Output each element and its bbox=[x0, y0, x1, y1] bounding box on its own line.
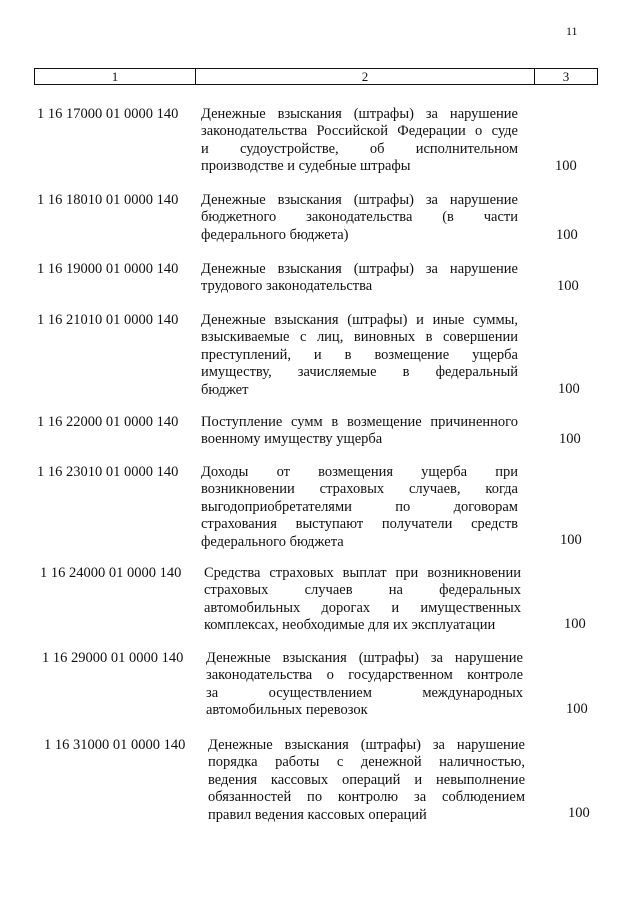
description-line: автомобильных перевозок bbox=[206, 702, 368, 719]
description-line: обязанностей по контролю за соблюдением bbox=[208, 789, 525, 806]
description-line: Денежные взыскания (штрафы) за нарушение bbox=[201, 261, 518, 277]
row-description bbox=[208, 737, 525, 824]
description-line: Доходы от возмещения ущерба при bbox=[201, 464, 518, 480]
description-line: бюджет bbox=[201, 381, 249, 398]
description-line: законодательства о государственном контроле bbox=[206, 667, 523, 684]
description-line: преступлений, и в возмещение ущерба bbox=[201, 346, 518, 363]
page-number: 11 bbox=[566, 24, 578, 38]
row-description bbox=[201, 464, 518, 551]
description-line: взыскиваемые с лиц, виновных в совершении bbox=[201, 329, 518, 346]
description-line: страхования выступают получатели средств bbox=[201, 516, 518, 533]
budget-code: 1 16 24000 01 0000 140 bbox=[40, 565, 182, 581]
description-line: за осуществлением международных bbox=[206, 684, 523, 701]
description-line: Средства страховых выплат при возникновении bbox=[204, 565, 521, 581]
description-line: Денежные взыскания (штрафы) за нарушение bbox=[201, 192, 518, 208]
row-description bbox=[206, 650, 523, 720]
row-description bbox=[201, 106, 518, 176]
percent-value: 100 bbox=[557, 278, 579, 294]
description-line: федерального бюджета bbox=[201, 533, 344, 550]
description-line: выгодоприобретателями по договорам bbox=[201, 498, 518, 515]
percent-value: 100 bbox=[560, 532, 582, 548]
budget-code: 1 16 21010 01 0000 140 bbox=[37, 312, 179, 328]
percent-value: 100 bbox=[556, 227, 578, 243]
description-line: правил ведения кассовых операций bbox=[208, 806, 427, 823]
description-line: ведения кассовых операций и невыполнение bbox=[208, 771, 525, 788]
description-line: страховых случаев на федеральных bbox=[204, 582, 521, 599]
description-line: Денежные взыскания (штрафы) за нарушение bbox=[206, 650, 523, 666]
percent-value: 100 bbox=[558, 381, 580, 397]
description-line: Денежные взыскания (штрафы) за нарушение bbox=[208, 737, 525, 753]
percent-value: 100 bbox=[566, 701, 588, 717]
description-line: бюджетного законодательства (в части bbox=[201, 209, 518, 226]
description-line: федерального бюджета) bbox=[201, 226, 349, 243]
budget-code: 1 16 17000 01 0000 140 bbox=[37, 106, 179, 122]
header-col-3: 3 bbox=[562, 69, 570, 84]
description-line: Поступление сумм в возмещение причиненного bbox=[201, 414, 518, 430]
row-description bbox=[201, 414, 518, 449]
description-line: имуществу, зачисляемые в федеральный bbox=[201, 364, 518, 381]
description-line: возникновении страховых случаев, когда bbox=[201, 481, 518, 498]
row-description bbox=[204, 565, 521, 635]
description-line: производстве и судебные штрафы bbox=[201, 158, 411, 175]
budget-code: 1 16 19000 01 0000 140 bbox=[37, 261, 179, 277]
row-description bbox=[201, 261, 518, 296]
header-col-1: 1 bbox=[35, 69, 196, 84]
header-col-2: 2 bbox=[196, 69, 535, 84]
description-line: комплексах, необходимые для их эксплуатации bbox=[204, 617, 496, 634]
row-description bbox=[201, 312, 518, 399]
description-line: и судоустройстве, об исполнительном bbox=[201, 140, 518, 157]
budget-code: 1 16 23010 01 0000 140 bbox=[37, 464, 179, 480]
description-line: Денежные взыскания (штрафы) и иные суммы, bbox=[201, 312, 518, 328]
description-line: Денежные взыскания (штрафы) за нарушение bbox=[201, 106, 518, 122]
table-header bbox=[34, 68, 598, 85]
row-description bbox=[201, 192, 518, 244]
percent-value: 100 bbox=[568, 805, 590, 821]
percent-value: 100 bbox=[555, 158, 577, 174]
description-line: автомобильных дорогах и имущественных bbox=[204, 599, 521, 616]
budget-code: 1 16 22000 01 0000 140 bbox=[37, 414, 179, 430]
description-line: порядка работы с денежной наличностью, bbox=[208, 754, 525, 771]
description-line: трудового законодательства bbox=[201, 278, 373, 295]
percent-value: 100 bbox=[564, 616, 586, 632]
budget-code: 1 16 18010 01 0000 140 bbox=[37, 192, 179, 208]
description-line: законодательства Российской Федерации о суде bbox=[201, 123, 518, 140]
budget-code: 1 16 31000 01 0000 140 bbox=[44, 737, 186, 753]
description-line: военному имуществу ущерба bbox=[201, 431, 383, 448]
budget-code: 1 16 29000 01 0000 140 bbox=[42, 650, 184, 666]
percent-value: 100 bbox=[559, 431, 581, 447]
